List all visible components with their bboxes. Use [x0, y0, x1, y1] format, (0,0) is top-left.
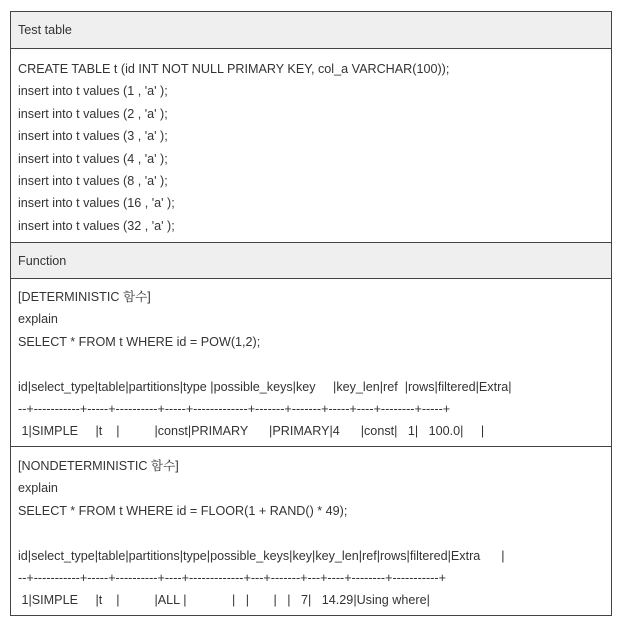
code-line: insert into t values (32 , 'a' ); [18, 218, 175, 233]
code-line: SELECT * FROM t WHERE id = FLOOR(1 + RAND() * 49); [18, 503, 348, 518]
section-title: Function [18, 254, 67, 268]
code-line: insert into t values (2 , 'a' ); [18, 106, 168, 121]
code-line: insert into t values (8 , 'a' ); [18, 173, 168, 188]
code-line: 1|SIMPLE |t | |ALL | | | | | 7| 14.29|Using where| [18, 593, 430, 608]
code-line: id|select_type|table|partitions|type |possible_keys|key |key_len|ref |rows|filtered|Extra| [18, 379, 512, 394]
code-line: explain [18, 481, 58, 496]
section-header-test-table [11, 12, 611, 48]
code-line: explain [18, 312, 58, 327]
code-line: insert into t values (4 , 'a' ); [18, 151, 168, 166]
code-line: [NONDETERMINISTIC 함수] [18, 459, 179, 473]
code-line: --+-----------+-----+----------+----+-------------+---+-------+---+----+--------+-----------+ [18, 570, 446, 585]
code-line: 1|SIMPLE |t | |const|PRIMARY |PRIMARY|4 |const| 1| 100.0| | [18, 424, 485, 439]
code-line: CREATE TABLE t (id INT NOT NULL PRIMARY KEY, col_a VARCHAR(100)); [18, 62, 450, 76]
code-block-setup [11, 48, 611, 242]
document-table [10, 11, 612, 616]
section-header-function [11, 242, 611, 278]
code-line: SELECT * FROM t WHERE id = POW(1,2); [18, 334, 261, 349]
code-line: insert into t values (1 , 'a' ); [18, 84, 168, 99]
code-line: insert into t values (16 , 'a' ); [18, 196, 175, 211]
section-title: Test table [18, 23, 72, 37]
code-line: --+-----------+-----+----------+-----+-------------+-------+-------+-----+----+--------+-----+ [18, 401, 451, 416]
code-line: id|select_type|table|partitions|type|possible_keys|key|key_len|ref|rows|filtered|Extra | [18, 548, 505, 563]
code-line: [DETERMINISTIC 함수] [18, 290, 151, 304]
code-block-deterministic [11, 278, 611, 446]
code-block-nondeterministic [11, 446, 611, 615]
code-line [18, 524, 611, 546]
code-line: insert into t values (3 , 'a' ); [18, 129, 168, 144]
code-line [18, 355, 611, 377]
